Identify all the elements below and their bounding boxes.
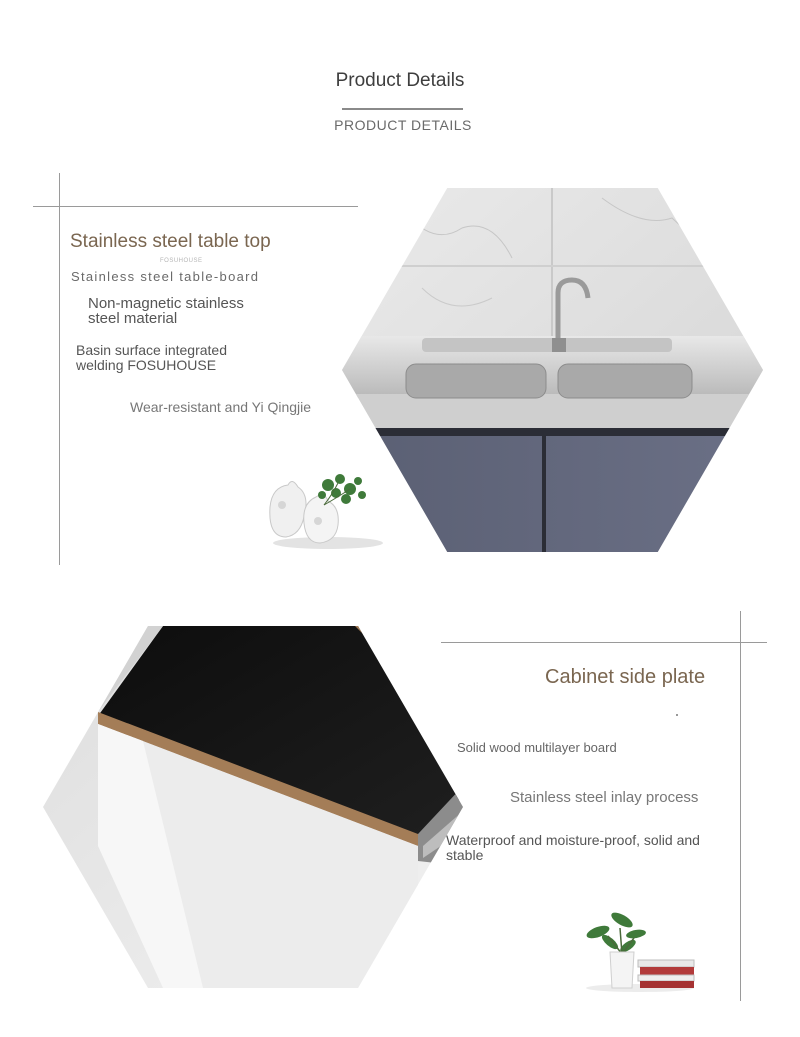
section1-feature-1: Non-magnetic stainless steel material — [88, 295, 244, 327]
eggshell-planter-decoration — [258, 465, 388, 555]
section2-feature-1: Solid wood multilayer board — [457, 740, 617, 755]
section1-title: Stainless steel table top — [70, 231, 271, 252]
title-divider — [342, 108, 463, 110]
cabinet-side-plate-image — [43, 626, 463, 988]
page-subtitle: PRODUCT DETAILS — [334, 117, 472, 133]
section1-subtitle: Stainless steel table-board — [71, 269, 260, 284]
section1-feature-2: Basin surface integrated welding FOSUHOUSE — [76, 342, 227, 373]
section1-vertical-line — [59, 173, 60, 565]
section2-horizontal-line — [441, 642, 767, 643]
sink-cabinet-image — [342, 188, 763, 552]
section2-vertical-line — [740, 611, 741, 1001]
section2-feature-3: Waterproof and moisture-proof, solid and stable — [446, 832, 700, 863]
section1-horizontal-line — [33, 206, 358, 207]
section2-feature-2: Stainless steel inlay process — [510, 789, 699, 806]
plant-and-books-decoration — [578, 908, 698, 993]
section2-title: Cabinet side plate — [545, 666, 706, 688]
section1-logo-text: FOSUHOUSE — [160, 258, 203, 264]
section1-feature-3: Wear-resistant and Yi Qingjie — [130, 399, 312, 415]
page-title: Product Details — [335, 70, 465, 91]
section2-dot — [676, 714, 678, 716]
